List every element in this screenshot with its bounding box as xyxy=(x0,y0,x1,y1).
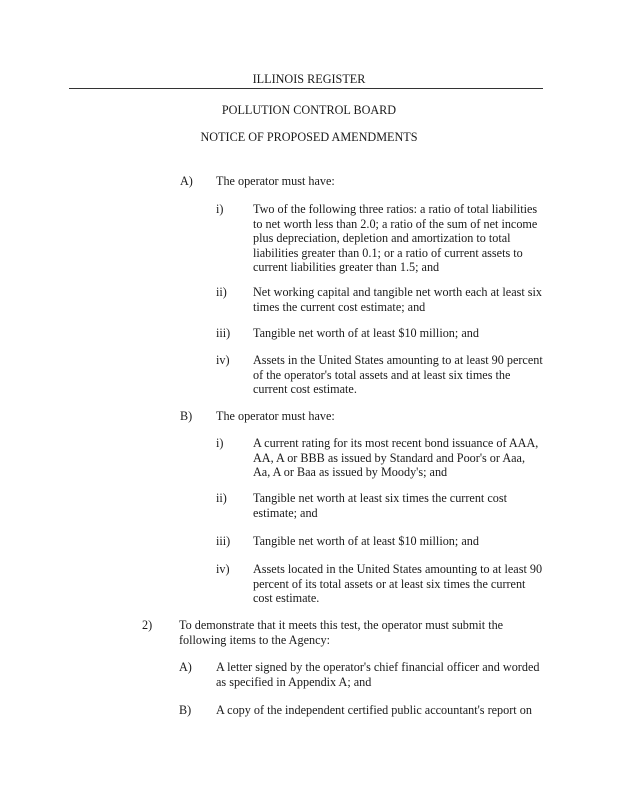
register-title: ILLINOIS REGISTER xyxy=(252,72,366,86)
section-a-item-label: ii) xyxy=(216,285,227,299)
board-title: POLLUTION CONTROL BOARD xyxy=(221,103,397,117)
section-a-item-text: Two of the following three ratios: a ratio of total liabilities to net worth less than 2.0; a ratio of the sum of net income plus depreciation, depletion and amortization to total liabilities greater than 0.1; or a ratio of current assets to current liabilities greater than 1.5; and xyxy=(253,202,538,275)
section-b-item-text: Tangible net worth at least six times the current cost estimate; and xyxy=(253,491,507,520)
section-a-item-label: i) xyxy=(216,202,224,216)
section-b-item-label: iv) xyxy=(216,562,230,576)
section-2-item-label: A) xyxy=(179,660,192,674)
section-b-item-label: iii) xyxy=(216,534,231,548)
notice-title: NOTICE OF PROPOSED AMENDMENTS xyxy=(200,130,418,144)
section-a-item-label: iv) xyxy=(216,353,230,367)
section-2-text: To demonstrate that it meets this test, the operator must submit the following items to the Agency: xyxy=(179,618,504,647)
section-a-text: The operator must have: xyxy=(216,174,335,188)
section-2-item-text: A letter signed by the operator's chief financial officer and worded as specified in Appendix A; and xyxy=(216,660,540,689)
section-b-item-text: Tangible net worth of at least $10 million; and xyxy=(253,534,479,548)
section-b-item-text: A current rating for its most recent bond issuance of AAA, AA, A or BBB as issued by Standard and Poor's or Aaa, Aa, A or Baa as issued by Moody's; and xyxy=(253,436,539,480)
section-a-item-text: Tangible net worth of at least $10 million; and xyxy=(253,326,479,340)
header-divider xyxy=(69,88,543,89)
section-b-item-text: Assets located in the United States amounting to at least 90 percent of its total assets or at least six times the current cost estimate. xyxy=(253,562,543,606)
section-b-label: B) xyxy=(180,409,193,423)
section-b-item-label: ii) xyxy=(216,491,227,505)
section-b-item-label: i) xyxy=(216,436,224,450)
section-a-item-text: Net working capital and tangible net worth each at least six times the current cost estimate; and xyxy=(253,285,543,314)
section-a-item-text: Assets in the United States amounting to at least 90 percent of the operator's total assets and at least six times the current cost estimate. xyxy=(253,353,543,397)
section-b-text: The operator must have: xyxy=(216,409,335,423)
section-a-label: A) xyxy=(180,174,193,188)
section-2-label: 2) xyxy=(142,618,153,632)
section-2-item-text: A copy of the independent certified public accountant's report on xyxy=(216,703,532,717)
section-a-item-label: iii) xyxy=(216,326,231,340)
section-2-item-label: B) xyxy=(179,703,192,717)
